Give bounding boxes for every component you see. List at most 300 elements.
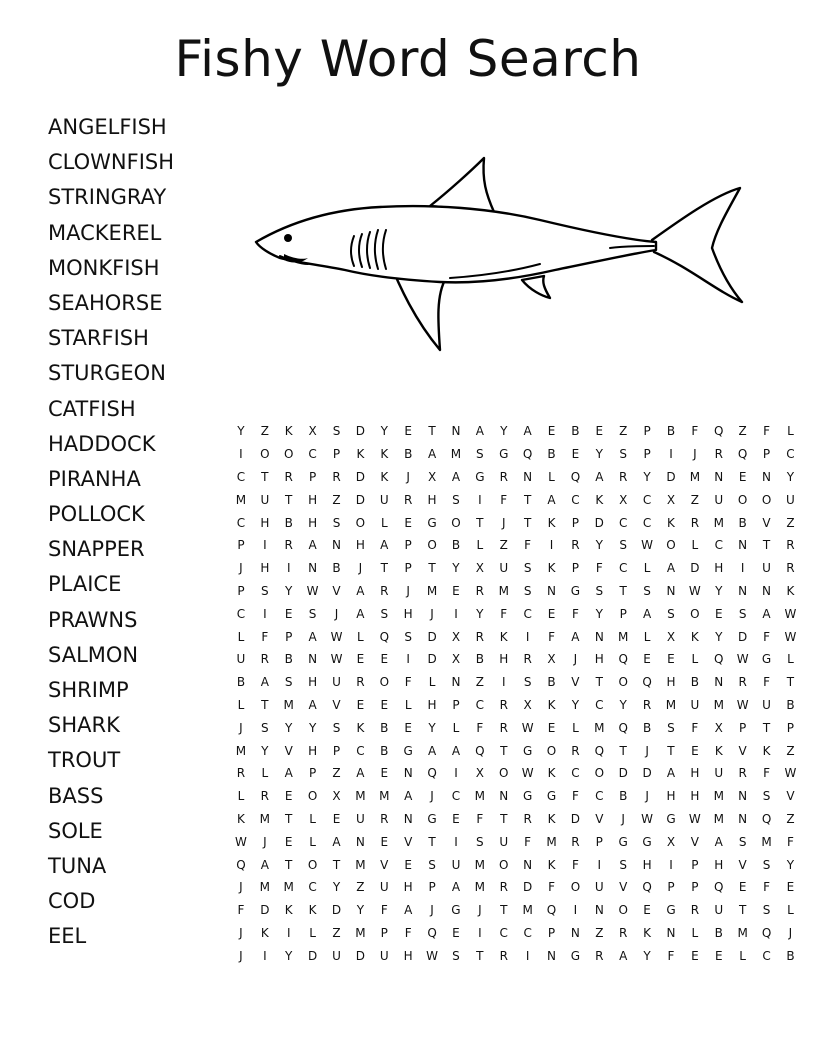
grid-letter[interactable]: C [236,606,246,621]
grid-letter[interactable]: M [474,880,486,895]
grid-letter[interactable]: C [595,789,604,804]
grid-letter[interactable]: F [261,629,269,644]
grid-letter[interactable]: L [787,424,794,439]
grid-letter[interactable]: J [406,469,410,484]
grid-letter[interactable]: K [547,697,556,712]
grid-letter[interactable]: P [332,447,341,462]
grid-letter[interactable]: R [690,515,700,530]
grid-letter[interactable]: K [356,720,365,735]
grid-letter[interactable]: N [355,834,365,849]
grid-letter[interactable]: U [379,492,389,507]
grid-letter[interactable]: D [260,903,270,918]
grid-letter[interactable]: H [308,743,318,758]
grid-letter[interactable]: E [284,789,293,804]
grid-letter[interactable]: G [546,789,557,804]
grid-letter[interactable]: J [430,606,434,621]
grid-letter[interactable]: R [499,697,508,712]
grid-letter[interactable]: G [570,948,581,963]
grid-letter[interactable]: J [645,743,649,758]
grid-letter[interactable]: C [356,743,365,758]
grid-letter[interactable]: R [260,652,269,667]
grid-letter[interactable]: Y [595,447,603,462]
grid-letter[interactable]: P [308,469,317,484]
grid-letter[interactable]: B [619,789,628,804]
grid-letter[interactable]: D [570,811,581,826]
grid-letter[interactable]: T [380,561,388,576]
grid-letter[interactable]: R [523,811,532,826]
grid-letter[interactable]: I [597,857,602,872]
grid-letter[interactable]: U [594,880,604,895]
grid-letter[interactable]: G [522,743,533,758]
grid-letter[interactable]: W [736,697,749,712]
grid-letter[interactable]: N [666,583,676,598]
grid-letter[interactable]: H [499,652,509,667]
grid-letter[interactable]: W [784,766,797,781]
grid-letter[interactable]: I [263,538,267,553]
grid-letter[interactable]: M [426,583,438,598]
grid-letter[interactable]: S [595,583,604,598]
grid-letter[interactable]: P [332,743,341,758]
grid-letter[interactable]: O [307,789,318,804]
grid-letter[interactable]: S [452,948,460,963]
grid-letter[interactable]: U [451,857,461,872]
grid-letter[interactable]: V [332,583,341,598]
grid-letter[interactable]: Z [475,675,484,690]
grid-letter[interactable]: H [690,789,700,804]
grid-letter[interactable]: H [427,697,437,712]
grid-letter[interactable]: F [571,857,579,872]
grid-letter[interactable]: H [690,766,700,781]
grid-letter[interactable]: A [308,538,317,553]
grid-letter[interactable]: D [666,469,676,484]
grid-letter[interactable]: O [427,538,437,553]
grid-letter[interactable]: Y [786,469,795,484]
grid-letter[interactable]: S [762,903,771,918]
grid-letter[interactable]: A [404,903,413,918]
grid-letter[interactable]: M [450,447,462,462]
grid-letter[interactable]: N [308,652,318,667]
grid-letter[interactable]: W [306,583,319,598]
grid-letter[interactable]: V [595,811,604,826]
grid-letter[interactable]: B [666,424,676,439]
grid-letter[interactable]: C [499,925,508,940]
grid-letter[interactable]: T [523,515,532,530]
grid-letter[interactable]: F [763,675,770,690]
grid-letter[interactable]: R [475,583,485,598]
grid-letter[interactable]: T [619,583,627,598]
grid-letter[interactable]: Z [690,492,699,507]
grid-letter[interactable]: K [380,447,389,462]
grid-letter[interactable]: M [355,789,366,804]
grid-letter[interactable]: C [475,697,485,712]
grid-letter[interactable]: C [236,515,246,530]
grid-letter[interactable]: H [666,675,676,690]
grid-letter[interactable]: Y [428,720,436,735]
grid-letter[interactable]: Q [379,629,390,644]
grid-letter[interactable]: L [237,789,245,804]
grid-letter[interactable]: K [260,925,269,940]
grid-letter[interactable]: B [475,652,484,667]
grid-letter[interactable]: E [284,834,293,849]
grid-letter[interactable]: Q [642,675,652,690]
grid-letter[interactable]: R [690,903,700,918]
grid-letter[interactable]: U [236,652,246,667]
grid-letter[interactable]: J [334,606,339,621]
grid-letter[interactable]: Y [786,857,795,872]
grid-letter[interactable]: K [643,925,652,940]
grid-letter[interactable]: R [714,447,723,462]
grid-letter[interactable]: M [379,789,390,804]
grid-letter[interactable]: A [284,766,293,781]
grid-letter[interactable]: B [404,447,413,462]
grid-letter[interactable]: K [284,903,293,918]
grid-letter[interactable]: O [355,515,366,530]
grid-letter[interactable]: N [594,629,604,644]
grid-letter[interactable]: I [286,561,291,576]
grid-letter[interactable]: J [239,720,243,735]
grid-letter[interactable]: A [571,629,580,644]
grid-letter[interactable]: F [571,789,579,804]
grid-letter[interactable]: S [619,538,627,553]
grid-letter[interactable]: A [451,469,461,484]
grid-letter[interactable]: T [595,675,603,690]
grid-letter[interactable]: R [619,925,628,940]
grid-letter[interactable]: D [523,880,533,895]
grid-letter[interactable]: J [239,948,243,963]
grid-letter[interactable]: Y [715,629,723,644]
grid-letter[interactable]: E [691,948,699,963]
grid-letter[interactable]: C [786,447,795,462]
grid-letter[interactable]: Y [595,538,603,553]
grid-letter[interactable]: E [738,880,747,895]
grid-letter[interactable]: S [523,675,532,690]
grid-letter[interactable]: O [379,675,390,690]
grid-letter[interactable]: Q [761,811,772,826]
grid-letter[interactable]: Q [618,720,628,735]
grid-letter[interactable]: P [428,880,436,895]
grid-letter[interactable]: E [404,857,412,872]
grid-letter[interactable]: L [787,652,794,667]
grid-letter[interactable]: E [714,948,723,963]
grid-letter[interactable]: B [714,925,723,940]
grid-letter[interactable]: K [237,811,245,826]
grid-letter[interactable]: S [523,561,532,576]
grid-letter[interactable]: Y [332,880,341,895]
grid-letter[interactable]: F [500,492,508,507]
grid-letter[interactable]: D [355,424,366,439]
grid-letter[interactable]: C [595,697,604,712]
grid-letter[interactable]: W [330,629,343,644]
grid-letter[interactable]: J [406,583,410,598]
grid-letter[interactable]: U [762,561,771,576]
grid-letter[interactable]: B [547,675,556,690]
grid-letter[interactable]: G [618,834,628,849]
grid-letter[interactable]: I [478,492,482,507]
grid-letter[interactable]: T [285,857,293,872]
grid-letter[interactable]: B [738,515,747,530]
grid-letter[interactable]: D [618,766,628,781]
grid-letter[interactable]: N [308,561,318,576]
grid-letter[interactable]: V [571,675,580,690]
grid-letter[interactable]: T [523,492,532,507]
grid-letter[interactable]: R [380,811,389,826]
grid-letter[interactable]: G [427,811,437,826]
grid-letter[interactable]: Z [332,766,341,781]
grid-letter[interactable]: O [594,766,605,781]
grid-letter[interactable]: R [284,538,293,553]
grid-letter[interactable]: L [261,766,269,781]
grid-letter[interactable]: L [237,629,245,644]
grid-letter[interactable]: R [332,469,341,484]
grid-letter[interactable]: P [404,538,412,553]
grid-letter[interactable]: U [762,697,771,712]
grid-letter[interactable]: T [500,903,508,918]
grid-letter[interactable]: O [690,606,700,621]
grid-letter[interactable]: A [666,766,676,781]
grid-letter[interactable]: C [236,469,246,484]
grid-letter[interactable]: D [594,515,604,530]
grid-letter[interactable]: M [259,811,271,826]
grid-letter[interactable]: L [237,697,245,712]
grid-letter[interactable]: S [738,606,747,621]
grid-letter[interactable]: Z [786,515,795,530]
grid-letter[interactable]: E [691,743,699,758]
grid-letter[interactable]: E [595,424,604,439]
grid-letter[interactable]: P [452,697,460,712]
grid-letter[interactable]: I [669,447,673,462]
grid-letter[interactable]: H [260,561,270,576]
grid-letter[interactable]: Y [500,424,508,439]
grid-letter[interactable]: B [786,948,795,963]
grid-letter[interactable]: Y [308,720,317,735]
grid-letter[interactable]: M [235,492,247,507]
grid-letter[interactable]: E [404,720,412,735]
grid-letter[interactable]: Q [427,925,437,940]
grid-letter[interactable]: K [714,743,723,758]
grid-letter[interactable]: E [380,834,389,849]
grid-letter[interactable]: Z [499,538,508,553]
grid-letter[interactable]: N [523,857,533,872]
grid-letter[interactable]: R [356,675,365,690]
grid-letter[interactable]: E [452,925,460,940]
grid-letter[interactable]: O [260,447,270,462]
grid-letter[interactable]: I [454,606,458,621]
grid-letter[interactable]: B [236,675,246,690]
grid-letter[interactable]: J [693,447,697,462]
grid-letter[interactable]: N [523,469,533,484]
grid-letter[interactable]: S [332,424,341,439]
grid-letter[interactable]: E [332,811,341,826]
grid-letter[interactable]: K [667,515,675,530]
grid-letter[interactable]: X [714,720,723,735]
grid-letter[interactable]: D [355,469,366,484]
grid-letter[interactable]: F [524,834,532,849]
grid-letter[interactable]: Q [737,447,748,462]
grid-letter[interactable]: K [547,515,556,530]
grid-letter[interactable]: S [523,583,532,598]
grid-letter[interactable]: U [332,948,341,963]
grid-letter[interactable]: F [380,903,388,918]
grid-letter[interactable]: S [476,447,484,462]
grid-letter[interactable]: F [786,834,794,849]
grid-letter[interactable]: N [547,948,557,963]
grid-letter[interactable]: S [619,857,627,872]
grid-letter[interactable]: R [738,766,747,781]
grid-letter[interactable]: M [259,880,271,895]
grid-letter[interactable]: Q [475,743,485,758]
grid-letter[interactable]: C [523,925,532,940]
grid-letter[interactable]: X [523,697,532,712]
grid-letter[interactable]: T [619,743,627,758]
grid-letter[interactable]: N [547,583,557,598]
grid-letter[interactable]: R [499,880,508,895]
grid-letter[interactable]: H [427,492,437,507]
grid-letter[interactable]: I [573,903,578,918]
grid-letter[interactable]: I [549,538,554,553]
grid-letter[interactable]: C [308,880,317,895]
grid-letter[interactable]: J [573,652,578,667]
grid-letter[interactable]: V [690,834,699,849]
grid-letter[interactable]: Z [786,743,795,758]
grid-letter[interactable]: T [476,515,484,530]
grid-letter[interactable]: H [403,948,413,963]
grid-letter[interactable]: L [739,948,746,963]
grid-letter[interactable]: F [404,925,412,940]
grid-letter[interactable]: A [427,447,437,462]
grid-letter[interactable]: Q [570,469,581,484]
grid-letter[interactable]: A [260,675,269,690]
grid-letter[interactable]: B [786,697,795,712]
grid-letter[interactable]: A [451,743,461,758]
grid-letter[interactable]: F [476,811,484,826]
grid-letter[interactable]: O [284,447,294,462]
grid-letter[interactable]: Q [642,880,652,895]
grid-letter[interactable]: S [667,720,675,735]
grid-letter[interactable]: J [263,834,267,849]
grid-letter[interactable]: I [406,652,410,667]
grid-letter[interactable]: C [451,789,461,804]
grid-letter[interactable]: C [571,766,580,781]
grid-letter[interactable]: C [571,492,580,507]
grid-letter[interactable]: T [428,561,436,576]
grid-letter[interactable]: P [667,880,675,895]
grid-letter[interactable]: S [261,583,269,598]
grid-letter[interactable]: X [666,492,676,507]
grid-letter[interactable]: S [404,629,412,644]
grid-letter[interactable]: B [284,515,293,530]
grid-letter[interactable]: A [475,424,484,439]
grid-letter[interactable]: D [738,629,748,644]
grid-letter[interactable]: N [403,811,413,826]
grid-letter[interactable]: C [642,492,652,507]
grid-letter[interactable]: S [643,583,651,598]
grid-letter[interactable]: F [500,606,508,621]
grid-letter[interactable]: P [380,925,388,940]
grid-letter[interactable]: D [331,903,342,918]
grid-letter[interactable]: M [665,697,677,712]
grid-letter[interactable]: E [786,880,795,895]
grid-letter[interactable]: H [714,561,724,576]
grid-letter[interactable]: E [284,606,293,621]
grid-letter[interactable]: Y [476,606,484,621]
grid-letter[interactable]: F [237,903,245,918]
grid-letter[interactable]: J [239,925,243,940]
grid-letter[interactable]: P [762,447,771,462]
grid-letter[interactable]: C [762,948,771,963]
grid-letter[interactable]: I [286,925,291,940]
grid-letter[interactable]: L [404,697,412,712]
grid-letter[interactable]: K [547,561,556,576]
grid-letter[interactable]: P [691,880,699,895]
grid-letter[interactable]: O [451,515,461,530]
grid-letter[interactable]: E [643,903,651,918]
grid-letter[interactable]: N [594,903,604,918]
grid-letter[interactable]: J [358,561,363,576]
grid-letter[interactable]: S [284,675,293,690]
grid-letter[interactable]: S [667,606,675,621]
grid-letter[interactable]: M [713,515,724,530]
grid-letter[interactable]: R [475,629,485,644]
grid-letter[interactable]: Y [285,720,293,735]
grid-letter[interactable]: U [379,880,389,895]
grid-letter[interactable]: E [452,811,460,826]
grid-letter[interactable]: O [570,880,581,895]
grid-letter[interactable]: L [548,469,555,484]
grid-letter[interactable]: N [738,811,748,826]
grid-letter[interactable]: E [714,606,723,621]
grid-letter[interactable]: G [570,583,581,598]
grid-letter[interactable]: W [784,606,797,621]
grid-letter[interactable]: K [547,766,556,781]
grid-letter[interactable]: S [308,606,317,621]
grid-letter[interactable]: A [260,857,269,872]
grid-letter[interactable]: T [261,469,269,484]
grid-letter[interactable]: O [737,492,748,507]
grid-letter[interactable]: M [283,697,294,712]
grid-letter[interactable]: B [284,652,293,667]
grid-letter[interactable]: G [666,903,676,918]
grid-letter[interactable]: E [404,424,412,439]
grid-letter[interactable]: F [524,538,532,553]
grid-letter[interactable]: H [308,515,318,530]
grid-letter[interactable]: I [263,606,267,621]
grid-letter[interactable]: K [595,492,604,507]
grid-letter[interactable]: O [761,492,772,507]
grid-letter[interactable]: N [714,675,724,690]
grid-letter[interactable]: P [571,561,580,576]
grid-letter[interactable]: R [523,652,532,667]
grid-letter[interactable]: V [380,857,389,872]
grid-letter[interactable]: Z [260,424,269,439]
grid-letter[interactable]: K [284,424,293,439]
grid-letter[interactable]: Q [546,903,557,918]
grid-letter[interactable]: Y [595,606,603,621]
grid-letter[interactable]: O [546,743,557,758]
grid-letter[interactable]: T [428,424,436,439]
grid-letter[interactable]: P [619,606,627,621]
grid-letter[interactable]: M [474,857,486,872]
grid-letter[interactable]: K [786,583,795,598]
grid-letter[interactable]: N [714,469,724,484]
grid-letter[interactable]: M [522,903,533,918]
grid-letter[interactable]: L [691,538,699,553]
grid-letter[interactable]: P [643,424,651,439]
grid-letter[interactable]: A [427,743,437,758]
grid-letter[interactable]: Z [619,424,628,439]
grid-letter[interactable]: I [525,629,530,644]
grid-letter[interactable]: L [309,811,316,826]
grid-letter[interactable]: F [763,424,770,439]
